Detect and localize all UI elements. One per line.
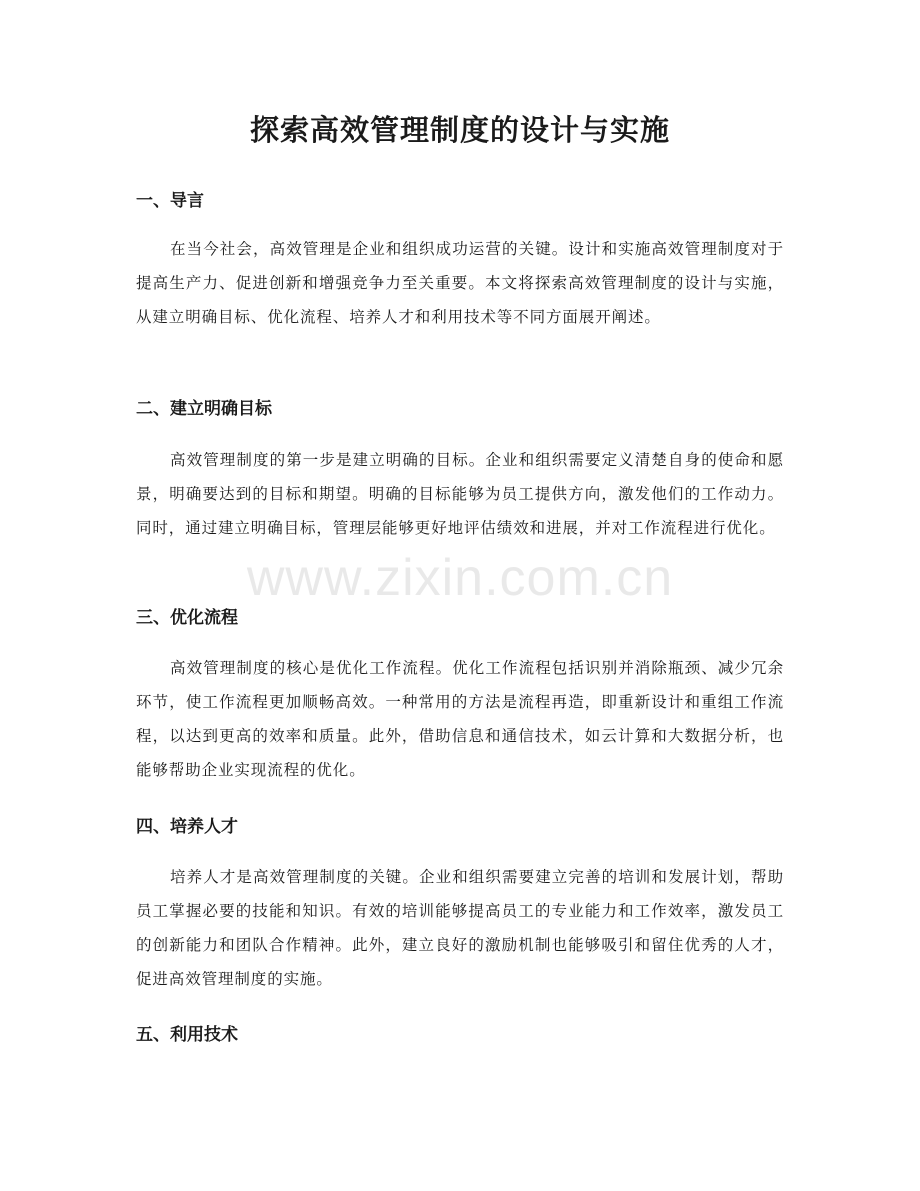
section-heading-optimize-process: 三、优化流程 [136,608,238,628]
section-paragraph-clear-goals: 高效管理制度的第一步是建立明确的目标。企业和组织需要定义清楚自身的使命和愿景，明确要达到的目标和期望。明确的目标能够为员工提供方向，激发他们的工作动力。同时，通过建立明确目标，管理层能够更好地评估绩效和进展，并对工作流程进行优化。 [136,451,784,537]
section-heading-introduction: 一、导言 [136,191,204,211]
section-heading-clear-goals: 二、建立明确目标 [136,399,272,419]
document-title: 探索高效管理制度的设计与实施 [249,113,670,147]
section-paragraph-introduction: 在当今社会，高效管理是企业和组织成功运营的关键。设计和实施高效管理制度对于提高生产力、促进创新和增强竞争力至关重要。本文将探索高效管理制度的设计与实施，从建立明确目标、优化流程、培养人才和利用技术等不同方面展开阐述。 [136,240,784,326]
section-heading-talent: 四、培养人才 [136,817,238,837]
section-paragraph-talent: 培养人才是高效管理制度的关键。企业和组织需要建立完善的培训和发展计划，帮助员工掌握必要的技能和知识。有效的培训能够提高员工的专业能力和工作效率，激发员工的创新能力和团队合作精神。此外，建立良好的激励机制也能够吸引和留住优秀的人才，促进高效管理制度的实施。 [136,868,784,988]
section-paragraph-optimize-process: 高效管理制度的核心是优化工作流程。优化工作流程包括识别并消除瓶颈、减少冗余环节，使工作流程更加顺畅高效。一种常用的方法是流程再造，即重新设计和重组工作流程，以达到更高的效率和质量。此外，借助信息和通信技术，如云计算和大数据分析，也能够帮助企业实现流程的优化。 [136,659,784,779]
section-heading-technology: 五、利用技术 [136,1025,238,1045]
watermark: www.zixin.com.cn [246,549,674,607]
